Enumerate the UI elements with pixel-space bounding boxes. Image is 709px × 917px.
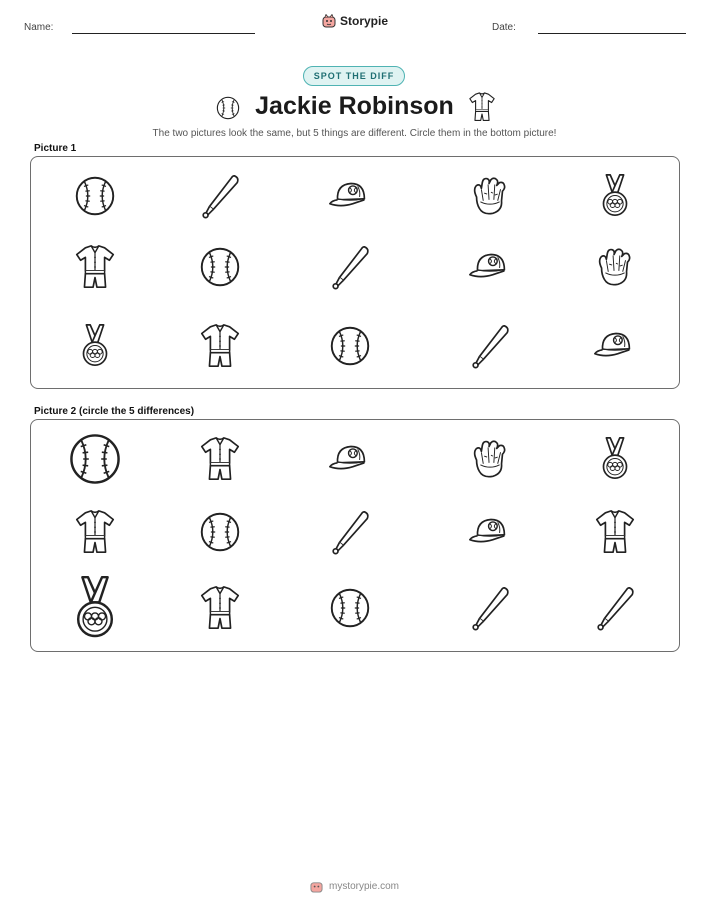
glove-icon[interactable]	[466, 435, 514, 483]
medal-icon[interactable]	[60, 573, 130, 643]
medal-icon	[591, 172, 639, 220]
bat-icon[interactable]	[591, 584, 639, 632]
title-uniform-icon	[466, 91, 498, 123]
spot-the-diff-badge: SPOT THE DIFF	[303, 66, 405, 86]
glove-icon	[466, 172, 514, 220]
uniform-icon	[196, 322, 244, 370]
footer-site: mystorypie.com	[328, 881, 399, 892]
picture1-label: Picture 1	[34, 143, 77, 154]
date-label: Date:	[492, 22, 516, 33]
name-line[interactable]	[72, 33, 255, 34]
storypie-footer-icon	[310, 880, 323, 893]
footer	[0, 880, 709, 893]
cap-icon[interactable]	[466, 508, 514, 556]
cap-icon	[466, 243, 514, 291]
glove-icon	[591, 243, 639, 291]
cap-icon	[591, 322, 639, 370]
baseball-icon	[196, 243, 244, 291]
storypie-mascot-icon	[322, 14, 336, 28]
uniform-icon[interactable]	[591, 508, 639, 556]
name-label: Name:	[24, 22, 54, 33]
baseball-icon[interactable]	[196, 508, 244, 556]
brand-name: Storypie	[340, 14, 389, 28]
baseball-icon	[326, 322, 374, 370]
uniform-icon[interactable]	[71, 508, 119, 556]
bat-icon	[466, 322, 514, 370]
baseball-icon[interactable]	[326, 584, 374, 632]
brand-logo	[322, 14, 388, 28]
medal-icon[interactable]	[591, 435, 639, 483]
date-line[interactable]	[538, 33, 686, 34]
baseball-icon[interactable]	[64, 428, 126, 490]
cap-icon[interactable]	[326, 435, 374, 483]
bat-icon[interactable]	[326, 508, 374, 556]
bat-icon	[326, 243, 374, 291]
baseball-icon	[71, 172, 119, 220]
cap-icon	[326, 172, 374, 220]
uniform-icon[interactable]	[196, 584, 244, 632]
uniform-icon[interactable]	[196, 435, 244, 483]
bat-icon	[196, 172, 244, 220]
uniform-icon	[71, 243, 119, 291]
medal-icon	[71, 322, 119, 370]
page-title: Jackie Robinson	[255, 92, 454, 120]
picture2-label: Picture 2 (circle the 5 differences)	[34, 406, 195, 417]
bat-icon[interactable]	[466, 584, 514, 632]
instructions: The two pictures look the same, but 5 things are different. Circle them in the bottom picture!	[152, 128, 557, 139]
